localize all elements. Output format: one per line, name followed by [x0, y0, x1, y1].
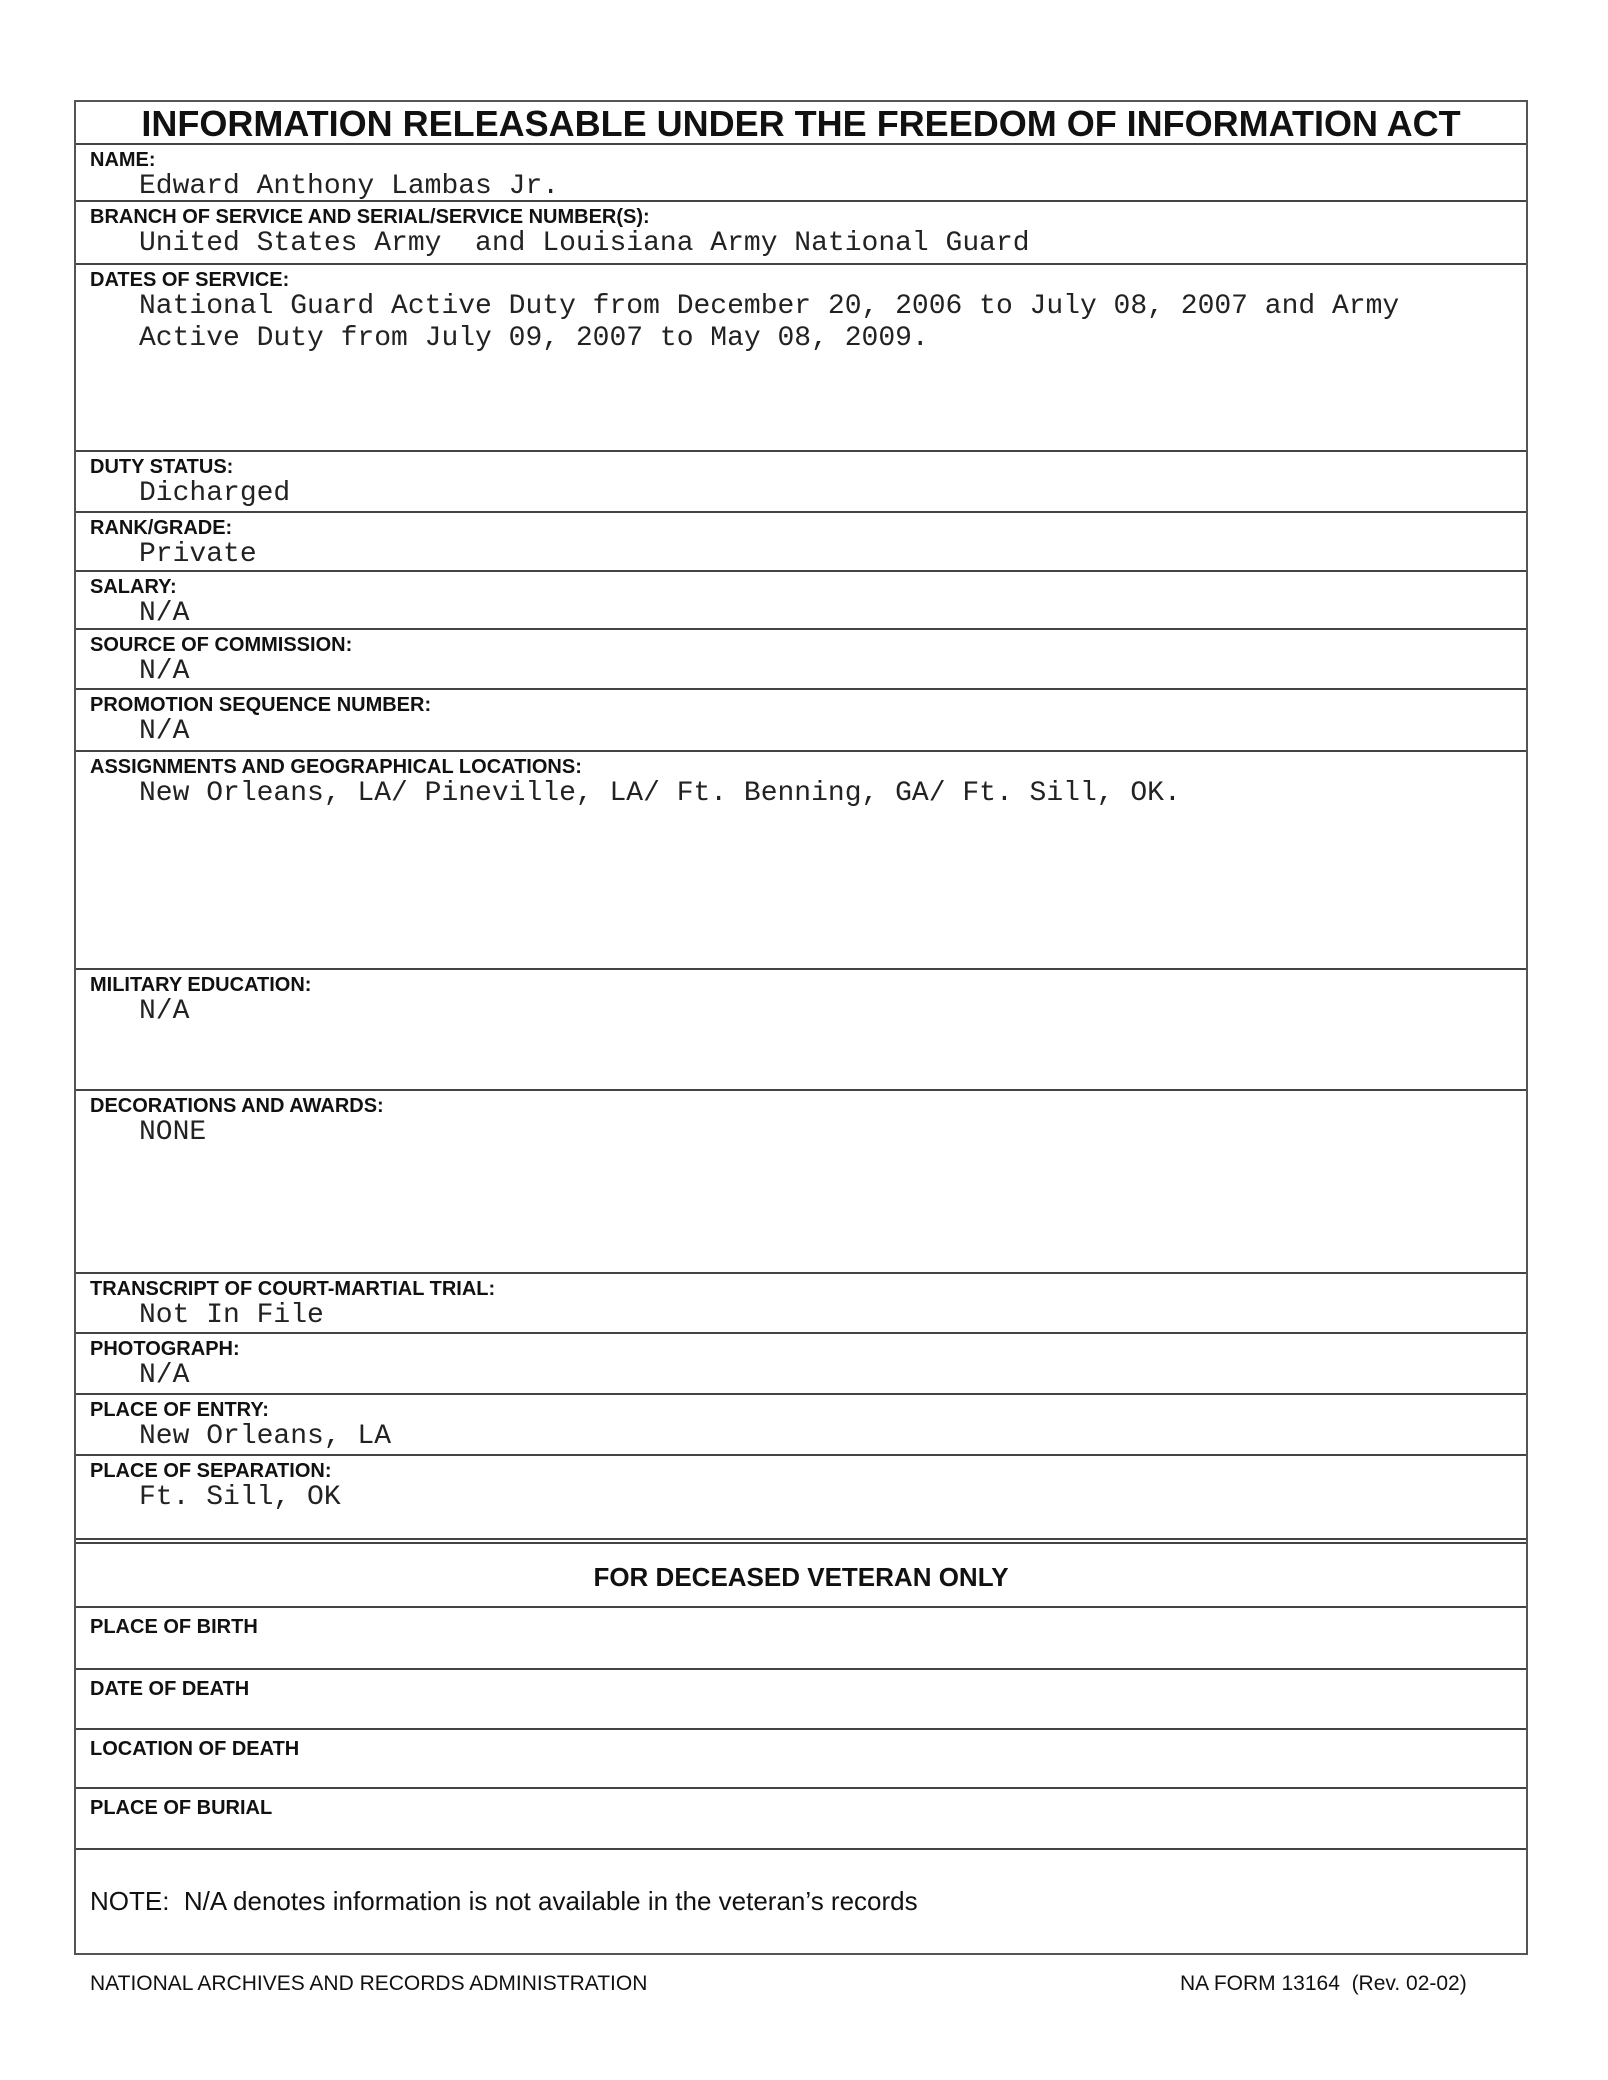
- field-dates-of-service: [76, 265, 1526, 452]
- field-label: PLACE OF ENTRY:: [90, 1399, 269, 1421]
- field-value: Edward Anthony Lambas Jr.: [139, 171, 560, 202]
- field-label: MILITARY EDUCATION:: [90, 974, 312, 996]
- field-label: TRANSCRIPT OF COURT-MARTIAL TRIAL:: [90, 1278, 496, 1300]
- field-source-of-commission: [76, 630, 1526, 690]
- field-value: New Orleans, LA/ Pineville, LA/ Ft. Benning, GA/ Ft. Sill, OK.: [139, 778, 1181, 809]
- field-label: PLACE OF BURIAL: [90, 1797, 273, 1819]
- field-label: DUTY STATUS:: [90, 456, 234, 478]
- field-name: [76, 145, 1526, 202]
- form-title: INFORMATION RELEASABLE UNDER THE FREEDOM OF INFORMATION ACT: [141, 103, 1461, 144]
- field-label: BRANCH OF SERVICE AND SERIAL/SERVICE NUMBER(S):: [90, 206, 650, 228]
- field-label: DATE OF DEATH: [90, 1678, 250, 1700]
- foia-release-form: [74, 100, 1528, 1955]
- field-label: PHOTOGRAPH:: [90, 1338, 240, 1360]
- field-label: DECORATIONS AND AWARDS:: [90, 1095, 384, 1117]
- field-label: ASSIGNMENTS AND GEOGRAPHICAL LOCATIONS:: [90, 756, 582, 778]
- field-salary: [76, 572, 1526, 630]
- field-label: PLACE OF BIRTH: [90, 1616, 258, 1638]
- footer-agency: NATIONAL ARCHIVES AND RECORDS ADMINISTRATION: [90, 1972, 648, 1995]
- field-value: N/A: [139, 996, 190, 1027]
- form-header: [76, 102, 1526, 145]
- field-location-of-death: [76, 1730, 1526, 1789]
- field-label: SOURCE OF COMMISSION:: [90, 634, 353, 656]
- field-value: National Guard Active Duty from December 20, 2006 to July 08, 2007 and Army Active Duty from July 09, 2007 to May 08, 2009.: [139, 291, 1417, 354]
- field-value: N/A: [139, 598, 190, 629]
- field-place-of-burial: [76, 1789, 1526, 1850]
- field-value: N/A: [139, 716, 190, 747]
- field-promotion-sequence: [76, 690, 1526, 752]
- field-value: New Orleans, LA: [139, 1421, 392, 1452]
- field-branch: [76, 202, 1526, 265]
- field-photograph: [76, 1334, 1526, 1395]
- field-label: RANK/GRADE:: [90, 517, 233, 539]
- field-label: SALARY:: [90, 576, 177, 598]
- field-label: LOCATION OF DEATH: [90, 1738, 300, 1760]
- field-court-martial: [76, 1274, 1526, 1334]
- field-decorations-awards: [76, 1091, 1526, 1274]
- field-date-of-death: [76, 1670, 1526, 1730]
- note-text: NOTE: N/A denotes information is not available in the veteran’s records: [90, 1886, 918, 1916]
- footer-form-id: NA FORM 13164 (Rev. 02-02): [1180, 1972, 1467, 1995]
- field-value: Private: [139, 539, 257, 570]
- field-value: Ft. Sill, OK: [139, 1482, 341, 1513]
- field-label: PROMOTION SEQUENCE NUMBER:: [90, 694, 432, 716]
- field-label: DATES OF SERVICE:: [90, 269, 290, 291]
- field-value: Dicharged: [139, 478, 291, 509]
- field-military-education: [76, 970, 1526, 1091]
- field-value: N/A: [139, 1360, 190, 1391]
- field-value: N/A: [139, 656, 190, 687]
- deceased-section-title: FOR DECEASED VETERAN ONLY: [593, 1562, 1009, 1592]
- field-duty-status: [76, 452, 1526, 513]
- field-value: Not In File: [139, 1300, 324, 1331]
- field-place-of-entry: [76, 1395, 1526, 1456]
- field-assignments: [76, 752, 1526, 970]
- field-place-of-separation: [76, 1456, 1526, 1540]
- note-row: [76, 1850, 1526, 1953]
- field-label: PLACE OF SEPARATION:: [90, 1460, 332, 1482]
- deceased-section-header: [76, 1542, 1526, 1608]
- field-value: United States Army and Louisiana Army National Guard: [139, 228, 1030, 259]
- field-value: NONE: [139, 1117, 207, 1148]
- field-rank-grade: [76, 513, 1526, 572]
- field-label: NAME:: [90, 149, 156, 171]
- field-place-of-birth: [76, 1608, 1526, 1670]
